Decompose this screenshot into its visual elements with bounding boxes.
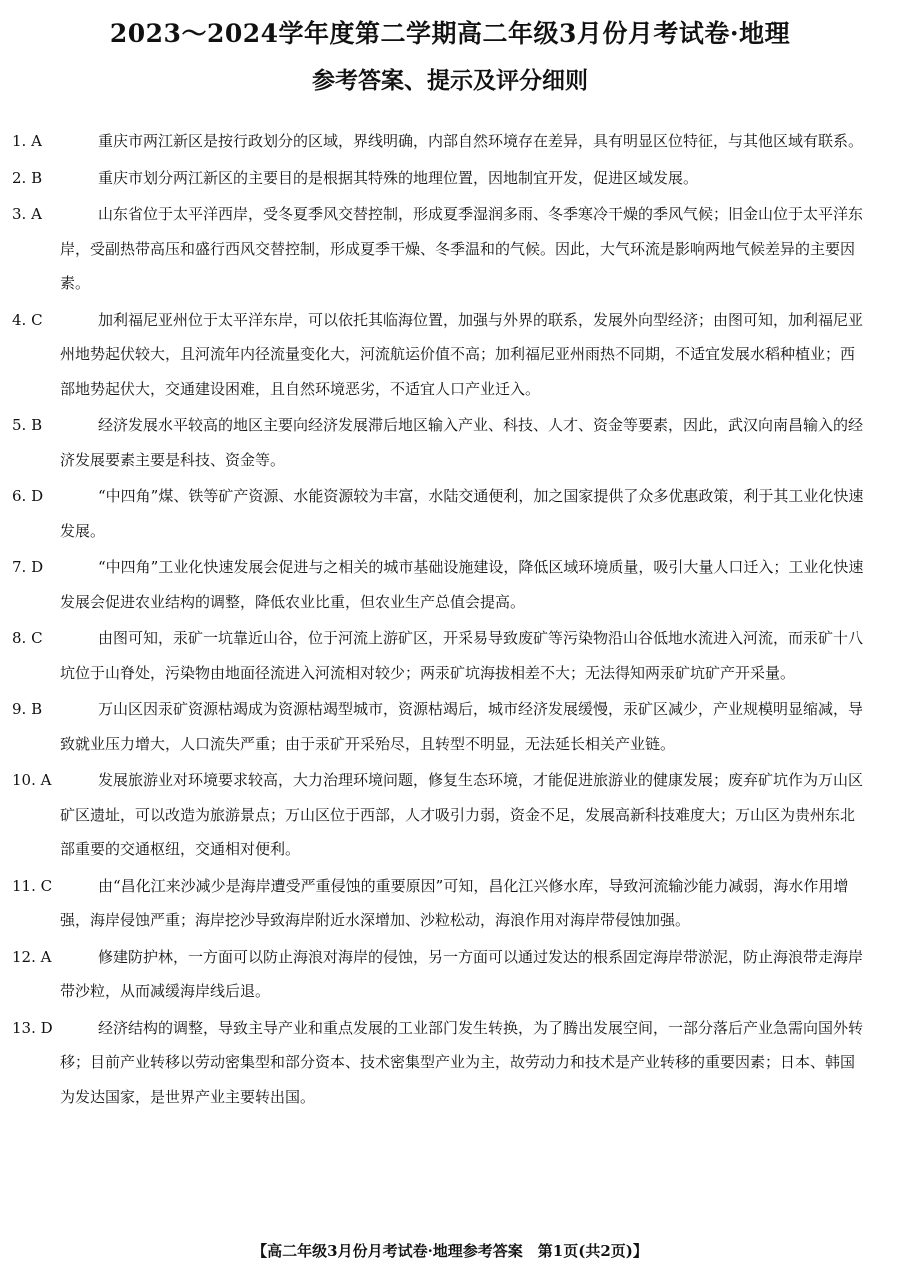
answer-number: 5. B bbox=[12, 416, 43, 434]
answer-item bbox=[12, 408, 866, 477]
answer-number: 3. A bbox=[12, 205, 42, 223]
answer-explanation: 由图可知，汞矿一坑靠近山谷，位于河流上游矿区，开采易导致废矿等污染物沿山谷低地水流进入河流，而汞矿十八坑位于山脊处，污染物由地面径流进入河流相对较少；两汞矿坑海拔相差不大；无法得知两汞矿坑矿产开采量。 bbox=[60, 629, 864, 682]
answer-item bbox=[12, 161, 866, 196]
answer-item bbox=[12, 763, 866, 867]
answer-explanation: 重庆市划分两江新区的主要目的是根据其特殊的地理位置，因地制宜开发，促进区域发展。 bbox=[98, 168, 699, 187]
answer-list bbox=[12, 124, 866, 1116]
answer-explanation: 经济结构的调整，导致主导产业和重点发展的工业部门发生转换，为了腾出发展空间，一部分落后产业急需向国外转移；目前产业转移以劳动密集型和部分资本、技术密集型产业为主，故劳动力和技术是产业转移的重要因素；日本、韩国为发达国家，是世界产业主要转出国。 bbox=[60, 1018, 864, 1106]
answer-item bbox=[12, 197, 866, 301]
answer-item bbox=[12, 869, 866, 938]
answer-item bbox=[12, 124, 866, 159]
answer-item bbox=[12, 550, 866, 619]
answer-number: 1. A bbox=[12, 132, 42, 150]
answer-explanation: “中四角”工业化快速发展会促进与之相关的城市基础设施建设，降低区域环境质量，吸引大量人口迁入；工业化快速发展会促进农业结构的调整，降低农业比重，但农业生产总值会提高。 bbox=[60, 558, 864, 611]
answer-item bbox=[12, 940, 866, 1009]
answer-explanation: “中四角”煤、铁等矿产资源、水能资源较为丰富，水陆交通便利，加之国家提供了众多优惠政策，利于其工业化快速发展。 bbox=[60, 487, 864, 540]
page-title: 2023～2024学年度第二学期高二年级3月份月考试卷·地理 bbox=[109, 19, 791, 48]
answer-item bbox=[12, 621, 866, 690]
answer-number: 8. C bbox=[12, 629, 43, 647]
answer-explanation: 发展旅游业对环境要求较高，大力治理环境问题，修复生态环境，才能促进旅游业的健康发展；废弃矿坑作为万山区矿区遗址，可以改造为旅游景点；万山区位于西部，人才吸引力弱，资金不足，发展高新科技难度大；万山区为贵州东北部重要的交通枢纽，交通相对便利。 bbox=[60, 771, 864, 858]
answer-explanation: 由“昌化江来沙减少是海岸遭受严重侵蚀的重要原因”可知，昌化江兴修水库，导致河流输沙能力减弱，海水作用增强，海岸侵蚀严重；海岸挖沙导致海岸附近水深增加、沙粒松动，海浪作用对海岸带侵蚀加强。 bbox=[60, 876, 849, 929]
answer-number: 9. B bbox=[12, 700, 43, 718]
page-footer: 【高二年级3月份月考试卷·地理参考答案 第1页(共2页)】 bbox=[252, 1242, 648, 1260]
answer-explanation: 山东省位于太平洋西岸，受冬夏季风交替控制，形成夏季湿润多雨、冬季寒冷干燥的季风气候；旧金山位于太平洋东岸，受副热带高压和盛行西风交替控制，形成夏季干燥、冬季温和的气候。因此，大气环流是影响两地气候差异的主要因素。 bbox=[60, 205, 864, 292]
answer-explanation: 万山区因汞矿资源枯竭成为资源枯竭型城市，资源枯竭后，城市经济发展缓慢，汞矿区减少，产业规模明显缩减，导致就业压力增大，人口流失严重；由于汞矿开采殆尽，且转型不明显，无法延长相关产业链。 bbox=[60, 700, 864, 753]
answer-number: 12. A bbox=[12, 947, 52, 966]
answer-explanation: 修建防护林，一方面可以防止海浪对海岸的侵蚀，另一方面可以通过发达的根系固定海岸带淤泥，防止海浪带走海岸带沙粒，从而减缓海岸线后退。 bbox=[60, 947, 864, 1000]
answer-item bbox=[12, 479, 866, 548]
answer-number: 11. C bbox=[12, 876, 53, 895]
answer-item bbox=[12, 692, 866, 761]
answer-number: 4. C bbox=[12, 310, 43, 329]
answer-explanation: 加利福尼亚州位于太平洋东岸，可以依托其临海位置，加强与外界的联系，发展外向型经济；由图可知，加利福尼亚州地势起伏较大，且河流年内径流量变化大，河流航运价值不高；加利福尼亚州雨热不同期，不适宜发展水稻种植业；西部地势起伏大，交通建设困难，且自然环境恶劣，不适宜人口产业迁入。 bbox=[60, 310, 864, 398]
answer-number: 6. D bbox=[12, 487, 44, 505]
answer-item bbox=[12, 303, 866, 407]
page-subtitle: 参考答案、提示及评分细则 bbox=[312, 67, 588, 94]
answer-number: 13. D bbox=[12, 1018, 53, 1037]
answer-number: 7. D bbox=[12, 558, 44, 576]
answer-explanation: 重庆市两江新区是按行政划分的区域，界线明确，内部自然环境存在差异，具有明显区位特征，与其他区域有联系。 bbox=[98, 132, 864, 150]
answer-number: 10. A bbox=[12, 771, 52, 789]
answer-number: 2. B bbox=[12, 168, 43, 187]
answer-item bbox=[12, 1011, 866, 1115]
answer-explanation: 经济发展水平较高的地区主要向经济发展滞后地区输入产业、科技、人才、资金等要素，因此，武汉向南昌输入的经济发展要素主要是科技、资金等。 bbox=[60, 416, 864, 469]
